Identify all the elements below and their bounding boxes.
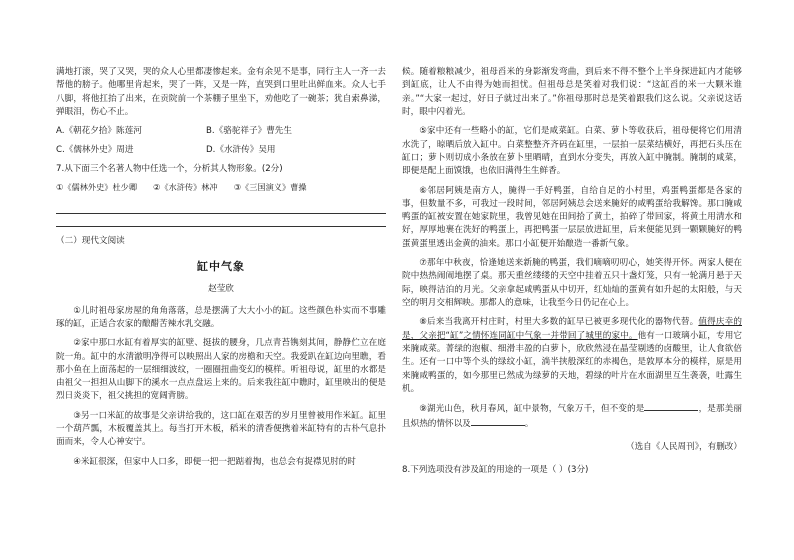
paragraph-9-end: 。 xyxy=(524,418,534,429)
fill-blank-1[interactable] xyxy=(644,402,698,411)
paragraph-5: ⑤家中还有一些略小的缸，它们是咸菜缸。白菜、萝卜等收获后，祖母便将它们用清水洗了，晾晒后放入缸中。白菜整整齐齐码在缸里，一层拍一层菜结横好，再把石头压在缸口；萝卜则切成小条放在萝卜里晒晴，直到水分变失，再放入缸中腌制。腌制的咸菜，即便是配上面馍饿，也依旧满得生生鲜香。 xyxy=(402,126,742,177)
option-c[interactable]: C.《儒林外史》周进 xyxy=(56,144,134,155)
options-row-2 xyxy=(56,144,386,157)
paragraph-3: ③另一口米缸的故事是父亲讲给我的，这口缸在艰苦的岁月里曾被用作米缸。缸里一个葫芦瓢，木板覆盖其上。每当打开木板，稻米的清香便携着米缸特有的古朴气息扑面而来，令人心神安宁。 xyxy=(56,410,386,448)
fill-blank-2[interactable] xyxy=(471,417,525,426)
source-citation: （选自《人民周刊》，有删改） xyxy=(625,441,742,452)
paragraph-9-start: ⑨湖光山色，秋月春风，缸中景物，气象万千，但不变的是 xyxy=(419,404,645,415)
intro-paragraph: 满地打滚，哭了又哭，哭的众人心里都凄惨起来。金有余见不是事，同行主人一齐一去帮他的膀子。他哪里肯起来，哭了一阵，又是一阵，直哭到口里吐出鲜血来。众人七手八脚，将他扛抬了出来，在贡院前一个茶棚子里坐下，劝他吃了一碗茶；犹自索鼻涕，弹眼泪，伤心不止。 xyxy=(56,67,386,117)
article-title: 缸中气象 xyxy=(197,260,245,274)
question-7-options xyxy=(56,181,386,194)
answer-line[interactable] xyxy=(56,217,386,227)
answer-line[interactable] xyxy=(56,204,386,214)
paragraph-2: ②家中那口水缸有着厚实的缸壁、挺拔的腰身，几点青苔镌刻其间，静静伫立在庭院一角。缸中的水清澈明净得可以映照出人家的房檐和天空。我爱趴在缸边向里瞧，看那小鱼在上面荡起的一层细细波纹，一圈圈扭曲变幻的模样。听祖母说，缸里的水都是由祖父一担担从山脚下的溪水一点点盘运上来的。后来我往缸中瞧时，缸里映出的便是烈日炎炎下，祖父挑担的宽阔背膀。 xyxy=(56,338,386,402)
option-a[interactable]: A.《朝花夕拾》陈莲河 xyxy=(56,126,142,137)
left-column xyxy=(56,66,386,475)
option-b[interactable]: B.《骆驼祥子》曹先生 xyxy=(206,126,292,137)
question-8: 8.下列选项没有涉及缸的用途的一项是（ ）(3分) xyxy=(402,465,589,476)
paragraph-8 xyxy=(402,316,742,396)
paragraph-4-continued: 候。随着粮粮减少，祖母舀米的身影渐发弯曲，到后来不得不整个上半身探进缸内才能够到缸底，让人不由得为她而担忧。但祖母总是笑着对我们说：“这缸舀的米一大颗米谁亲。”“大家一起过，好日子就过出来了。”你祖母那时总是笑着跟我们这么说。父亲说这话时，眼中闪着光。 xyxy=(402,67,742,117)
paragraph-8-start: ⑧后来当我离开村庄时，村里大多数的缸早已被更多现代化的器物代替。 xyxy=(419,317,699,328)
right-column xyxy=(402,66,742,477)
paragraph-9-middle: ，是那美丽且炽热的情怀以及 xyxy=(402,404,742,429)
paragraph-7: ⑦那年中秋夜，恰逢她送来新腌的鸭蛋，我们嘀嘀叨叨心，她笑得开怀。两家人便在院中热热闹闹地摆了桌。那天重丝缕缕的天空中挂着五只十盏灯笼，只有一轮满月悬于天际，映得洁泊的月光。父亲拿起咸鸭蛋从中切开，红灿灿的蛋黄有如升起的太阳般，与天空的明月交相辉映。那都人的意味，让我至今日仍记在心上。 xyxy=(402,258,742,308)
underlined-sentence: 值得庆幸的是，父亲把“缸”之情怀连同缸中气象一并带回了城里的家中。 xyxy=(402,317,742,341)
section-heading: （二）现代文阅读 xyxy=(56,235,125,246)
q7-option-3[interactable]: ③《三国演义》曹操 xyxy=(233,182,307,193)
paragraph-4: ④米缸很深，但家中人口多，即便一把一把踮着掏，也总会有捉襟见肘的时 xyxy=(73,456,356,467)
q7-option-1[interactable]: ①《儒林外史》杜少卿 xyxy=(56,182,138,193)
article-author: 赵莹欣 xyxy=(208,284,234,295)
paragraph-6: ⑥邻居阿姨是南方人，腌得一手好鸭蛋，自给自足的小村里，鸡蛋鸭蛋都是各家的事，但数量不多，可我过一段时间，邻居阿姨总会送来腌好的咸鸭蛋给我解馋。那口腌咸鸭蛋的缸被安置在她家院里，我曾见她在田间拾了黄土，拍碎了带回家，将黄土用清水和好，厚厚地裹在洗好的鸭蛋上，再把鸭蛋一层层放进缸里，后来便能见到一颗颗腌好的鸭蛋黄蛋里透出金黄的油来。那口小缸便开始酿造一番新气象。 xyxy=(402,185,742,249)
paragraph-8-end: 他有一口玻璃小缸，专用它来腌咸菜。菁绿的泡椒、细滑丰盈的白萝卜，欣欣然浸在晶莹剔透的卤酸里，让人食欲倍生。还有一口中等个头的绿纹小缸，淌半挟般深红的赤褐色，是敦厚本分的模样，原是用来腌咸鸭蛋的，如今那里已然成为绿萝的天地，碧绿的叶片在水面湖里互生袭袭，吐露生机。 xyxy=(402,330,742,394)
options-row-1 xyxy=(56,125,386,138)
paragraph-9 xyxy=(402,402,742,431)
question-7: 7.从下面三个名著人物中任选一个，分析其人物形象。(2分) xyxy=(56,163,283,174)
q7-option-2[interactable]: ②《水浒传》林冲 xyxy=(153,182,218,193)
paragraph-1: ①儿时祖母家房屋的角角落落，总是摆满了大大小小的缸。这些颜色朴实而不事雕琢的缸，正适合农家的酿醋苦辣水乳交融。 xyxy=(56,305,386,329)
option-d[interactable]: D.《水浒传》吴用 xyxy=(206,144,276,155)
